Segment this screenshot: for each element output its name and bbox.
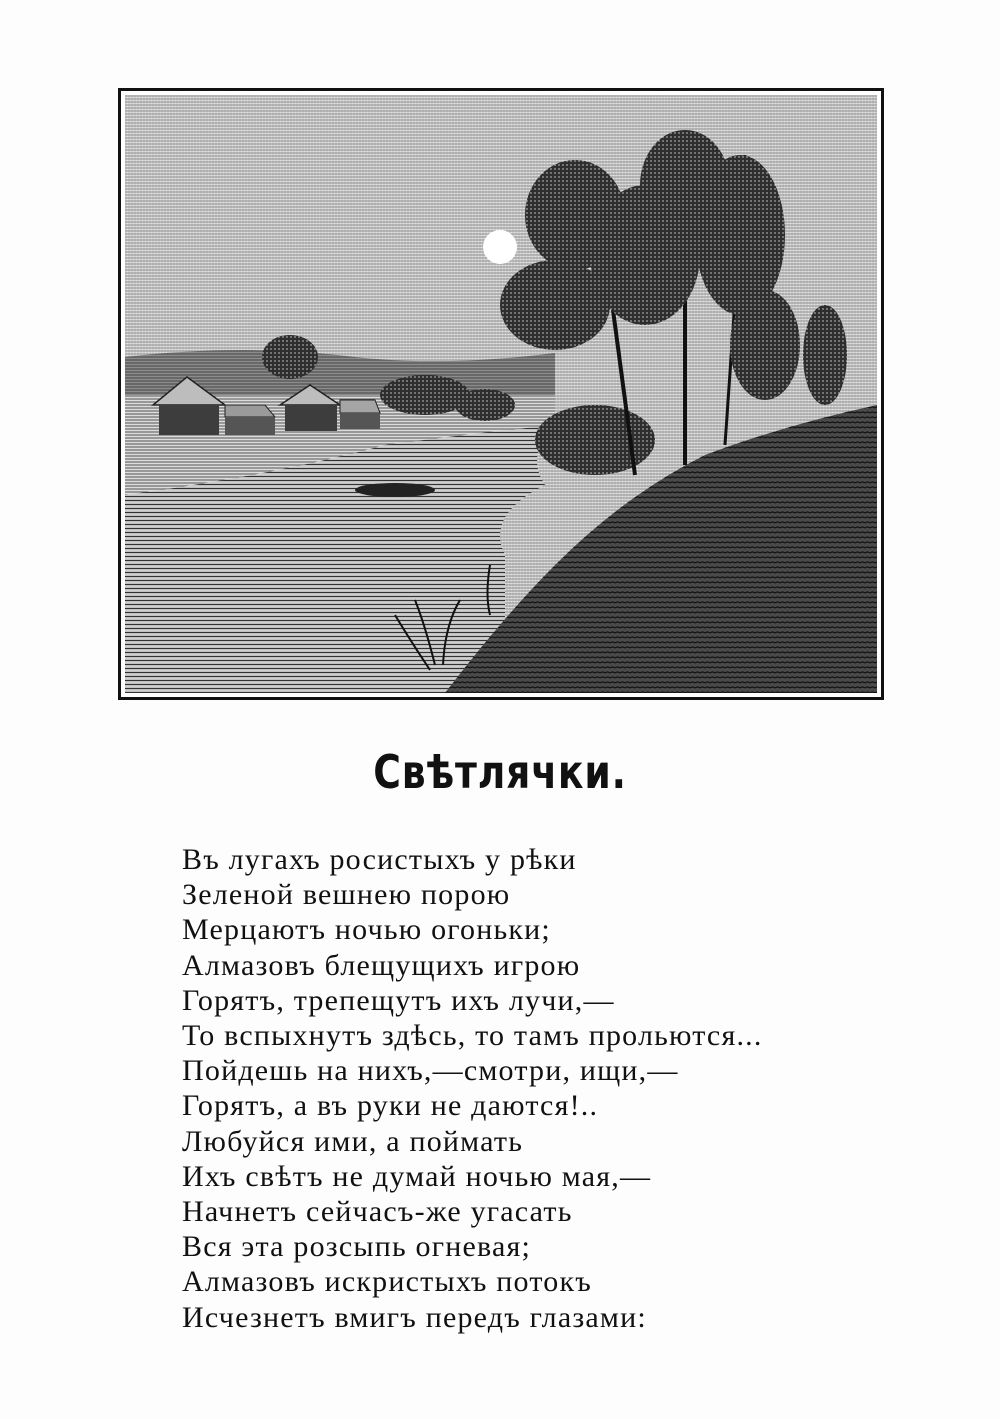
poem-line: Пойдешь на нихъ,—смотри, ищи,— <box>182 1054 679 1088</box>
poem-line: Ихъ свѣтъ не думай ночью мая,— <box>182 1159 652 1193</box>
poem-title: Свѣтлячки. <box>373 745 627 799</box>
poem-line: Любуйся ими, а поймать <box>182 1124 524 1158</box>
poem-line: Начнетъ сейчасъ-же угасать <box>182 1195 573 1229</box>
poem-line: Горятъ, а въ руки не даются!.. <box>182 1089 599 1123</box>
poem-line: Исчезнетъ вмигъ передъ глазами: <box>182 1300 647 1334</box>
poem-line: Мерцаютъ ночью огоньки; <box>182 913 551 947</box>
poem-text <box>182 842 902 1335</box>
poem-line: Алмазовъ блещущихъ игрою <box>182 948 581 982</box>
poem-line: Горятъ, трепещутъ ихъ лучи,— <box>182 983 615 1017</box>
river-boat <box>355 483 435 497</box>
engraving-image <box>125 95 877 693</box>
riverside-bushes <box>535 405 655 475</box>
poem-line: Зеленой вешнею порою <box>182 878 511 912</box>
poem-line: Въ лугахъ росистыхъ у рѣки <box>182 843 577 876</box>
moon-icon <box>483 230 517 264</box>
poem-line: Алмазовъ искристыхъ потокъ <box>182 1265 592 1299</box>
poem-line: Вся эта розсыпь огневая; <box>182 1230 532 1264</box>
poem-line: То вспыхнутъ здѣсь, то тамъ прольются... <box>182 1019 763 1053</box>
river-landscape-illustration <box>118 88 884 700</box>
